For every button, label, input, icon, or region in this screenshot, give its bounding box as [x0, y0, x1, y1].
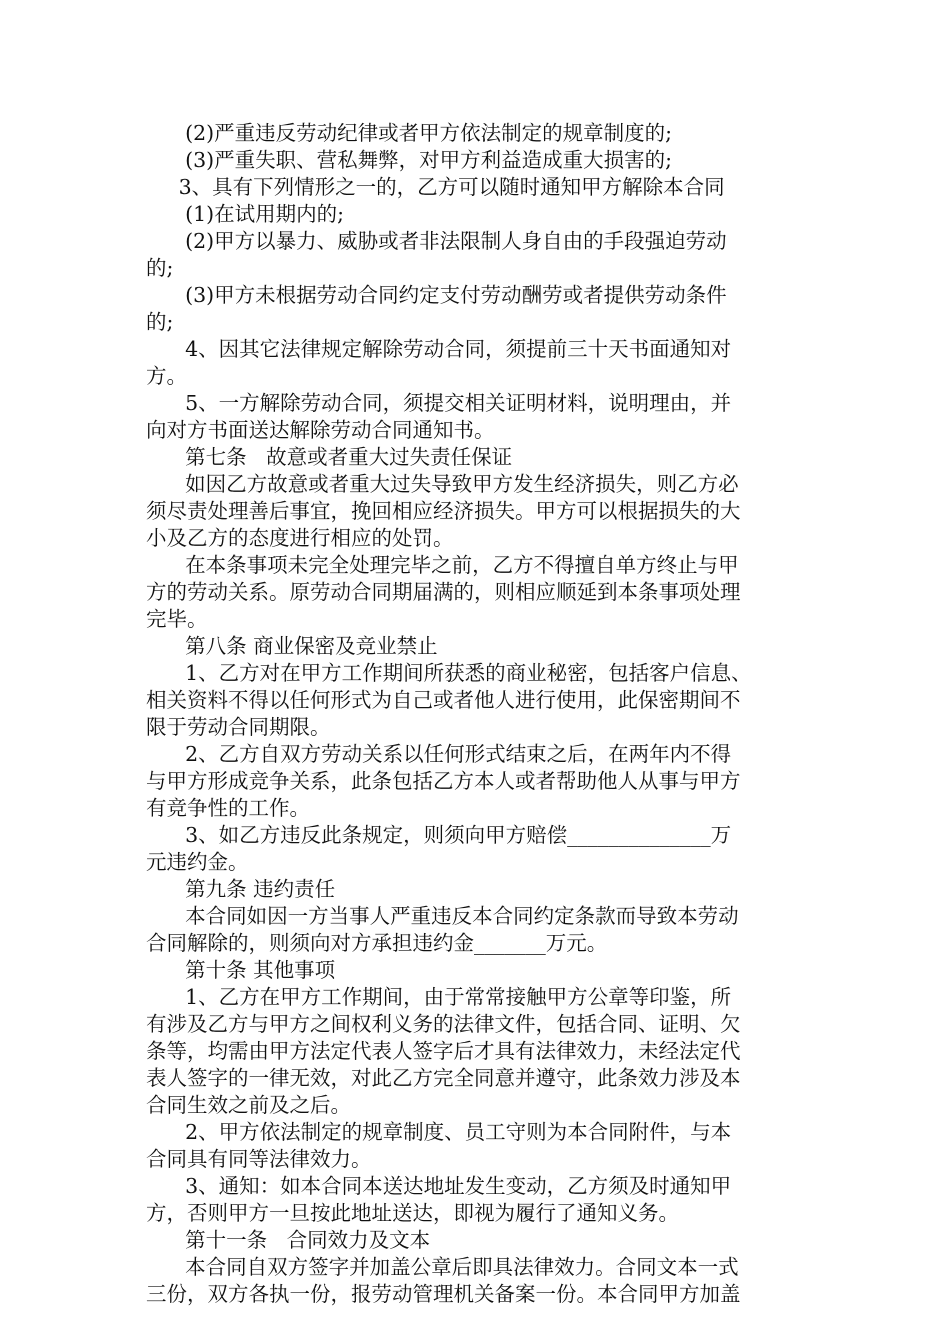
text-line: 合同具有同等法律效力。	[146, 1147, 372, 1171]
text-line: 完毕。	[146, 607, 208, 631]
text-line: 2、乙方自双方劳动关系以任何形式结束之后，在两年内不得	[146, 742, 732, 766]
text-line: 5、一方解除劳动合同，须提交相关证明材料，说明理由，并	[146, 391, 732, 415]
text-line: 方。	[146, 364, 187, 388]
text-line: 有涉及乙方与甲方之间权利义务的法律文件，包括合同、证明、欠	[146, 1012, 741, 1036]
contract-text	[146, 120, 810, 1308]
section-heading: 第九条 违约责任	[146, 877, 336, 901]
text-line: 2、甲方依法制定的规章制度、员工守则为本合同附件，与本	[146, 1120, 732, 1144]
text-line: 与甲方形成竞争关系，此条包括乙方本人或者帮助他人从事与甲方	[146, 769, 741, 793]
section-heading: 第十条 其他事项	[146, 958, 336, 982]
text-line: 4、因其它法律规定解除劳动合同，须提前三十天书面通知对	[146, 337, 732, 361]
text-line: 表人签字的一律无效，对此乙方完全同意并遵守，此条效力涉及本	[146, 1066, 741, 1090]
text-line: 限于劳动合同期限。	[146, 715, 331, 739]
text-line: 3、如乙方违反此条规定，则须向甲方赔偿______________万	[146, 823, 732, 847]
text-line: 1、乙方在甲方工作期间，由于常常接触甲方公章等印鉴，所	[146, 985, 732, 1009]
text-line: 本合同如因一方当事人严重违反本合同约定条款而导致本劳动	[146, 904, 739, 928]
text-line: 的;	[146, 310, 174, 334]
text-line: 三份，双方各执一份，报劳动管理机关备案一份。本合同甲方加盖	[146, 1282, 741, 1306]
text-line: 小及乙方的态度进行相应的处罚。	[146, 526, 454, 550]
text-line: 元违约金。	[146, 850, 249, 874]
text-line: (2)甲方以暴力、威胁或者非法限制人身自由的手段强迫劳动	[146, 229, 727, 253]
text-line: 相关资料不得以任何形式为自己或者他人进行使用，此保密期间不	[146, 688, 741, 712]
text-line: (2)严重违反劳动纪律或者甲方依法制定的规章制度的;	[146, 121, 673, 145]
text-line: (1)在试用期内的;	[146, 202, 345, 226]
text-line: 如因乙方故意或者重大过失导致甲方发生经济损失，则乙方必	[146, 472, 739, 496]
text-line: 3、通知：如本合同本送达地址发生变动，乙方须及时通知甲	[146, 1174, 732, 1198]
text-line: 方，否则甲方一旦按此地址送达，即视为履行了通知义务。	[146, 1201, 679, 1225]
text-line: 有竞争性的工作。	[146, 796, 310, 820]
text-line: 1、乙方对在甲方工作期间所获悉的商业秘密，包括客户信息、	[146, 661, 752, 685]
text-line: 合同解除的，则须向对方承担违约金_______万元。	[146, 931, 608, 955]
text-line: 方的劳动关系。原劳动合同期届满的，则相应顺延到本条事项处理	[146, 580, 741, 604]
text-line: (3)严重失职、营私舞弊，对甲方利益造成重大损害的;	[146, 148, 673, 172]
section-heading: 第十一条 合同效力及文本	[146, 1228, 431, 1252]
text-line: 须尽责处理善后事宜，挽回相应经济损失。甲方可以根据损失的大	[146, 499, 741, 523]
text-line: 合同生效之前及之后。	[146, 1093, 351, 1117]
text-line: 本合同自双方签字并加盖公章后即具法律效力。合同文本一式	[146, 1255, 739, 1279]
text-line: 条等，均需由甲方法定代表人签字后才具有法律效力，未经法定代	[146, 1039, 741, 1063]
text-line: 向对方书面送达解除劳动合同通知书。	[146, 418, 495, 442]
text-line: (3)甲方未根据劳动合同约定支付劳动酬劳或者提供劳动条件	[146, 283, 727, 307]
section-heading: 第七条 故意或者重大过失责任保证	[146, 445, 513, 469]
text-line: 3、具有下列情形之一的，乙方可以随时通知甲方解除本合同	[146, 175, 725, 199]
text-line: 在本条事项未完全处理完毕之前，乙方不得擅自单方终止与甲	[146, 553, 739, 577]
text-line: 的;	[146, 256, 174, 280]
section-heading: 第八条 商业保密及竞业禁止	[146, 634, 438, 658]
